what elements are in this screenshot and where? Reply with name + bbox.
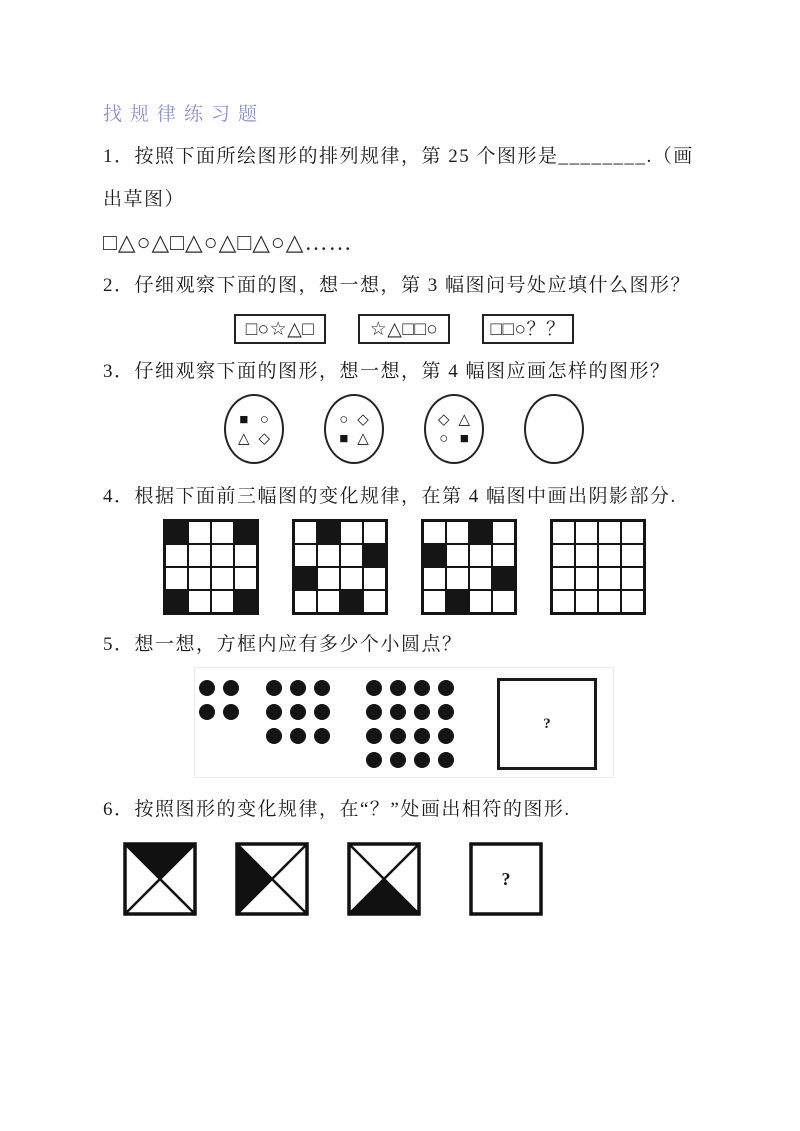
grid-cell — [423, 521, 446, 544]
grid-cell — [446, 544, 469, 567]
q6-square-top-filled — [123, 842, 197, 916]
q2-shape-boxes — [103, 314, 705, 344]
dot — [223, 704, 239, 720]
grid-cell — [423, 567, 446, 590]
q5-dot-group-2x2 — [199, 680, 239, 720]
grid-cell — [165, 544, 188, 567]
grid-cell — [598, 544, 621, 567]
grid-cell — [294, 544, 317, 567]
grid-cell — [340, 521, 363, 544]
grid-cell — [234, 544, 257, 567]
q4-grid-1 — [163, 519, 259, 615]
q6-square-question — [469, 842, 543, 916]
grid-cell — [469, 567, 492, 590]
grid-cell — [340, 544, 363, 567]
grid-cell — [211, 590, 234, 613]
q6-square-bottom-filled — [347, 842, 421, 916]
q2-shape-box-3: □□○？？ — [482, 314, 574, 344]
grid-cell — [446, 567, 469, 590]
grid-cell — [575, 567, 598, 590]
grid-cell — [340, 590, 363, 613]
grid-cell — [575, 590, 598, 613]
shape-glyph: ◇ — [437, 411, 450, 428]
dot — [414, 752, 430, 768]
grid-cell — [211, 544, 234, 567]
dot — [414, 680, 430, 696]
q6-square-left-filled — [235, 842, 309, 916]
q6-text: 6．按照图形的变化规律，在“？”处画出相符的图形. — [103, 799, 571, 820]
dot — [390, 680, 406, 696]
shape-glyph: △ — [458, 411, 471, 428]
dot — [390, 704, 406, 720]
q6-question-mark: ? — [501, 868, 511, 889]
dot — [314, 704, 330, 720]
q6-square-label — [347, 842, 421, 916]
grid-cell — [188, 521, 211, 544]
grid-cell — [492, 544, 515, 567]
dot — [266, 728, 282, 744]
q5-question-mark: ? — [543, 715, 551, 732]
dot — [390, 752, 406, 768]
q4-grid-3 — [421, 519, 517, 615]
q1-text-line1: 1．按照下面所绘图形的排列规律，第 25 个图形是________.（画 — [103, 146, 694, 167]
grid-cell — [340, 567, 363, 590]
grid-cell — [469, 590, 492, 613]
q1-text-line2: 出草图） — [103, 189, 186, 210]
grid-cell — [234, 567, 257, 590]
shape-glyph: ■ — [339, 430, 349, 447]
grid-cell — [317, 567, 340, 590]
dot — [290, 728, 306, 744]
grid-cell — [363, 521, 386, 544]
grid-cell — [469, 521, 492, 544]
q5-text: 5．想一想，方框内应有多少个小圆点？ — [103, 634, 463, 655]
grid-cell — [234, 590, 257, 613]
q1-shape-sequence: □△○△□△○△□△○△…… — [103, 230, 353, 255]
dot — [199, 704, 215, 720]
dot — [314, 680, 330, 696]
grid-cell — [552, 521, 575, 544]
q2-text: 2．仔细观察下面的图，想一想，第 3 幅图问号处应填什么图形？ — [103, 275, 692, 296]
shape-glyph: ○ — [259, 411, 269, 428]
shape-glyph: △ — [357, 430, 369, 447]
grid-cell — [552, 567, 575, 590]
dot — [366, 752, 382, 768]
grid-cell — [423, 590, 446, 613]
grid-cell — [294, 567, 317, 590]
grid-cell — [317, 544, 340, 567]
dot — [390, 728, 406, 744]
grid-cell — [446, 590, 469, 613]
q6-square-label — [235, 842, 309, 916]
grid-cell — [211, 567, 234, 590]
q6-square-label — [123, 842, 197, 916]
dot — [438, 752, 454, 768]
q4-grid-2 — [292, 519, 388, 615]
dot — [266, 680, 282, 696]
grid-cell — [598, 521, 621, 544]
q3-circle-shapes — [438, 412, 470, 447]
dot — [366, 728, 382, 744]
dot — [414, 704, 430, 720]
q5-dot-group-3x3 — [266, 680, 330, 744]
grid-cell — [165, 590, 188, 613]
grid-cell — [317, 521, 340, 544]
q3-circle-4-empty — [524, 394, 584, 464]
grid-cell — [598, 567, 621, 590]
grid-cell — [492, 567, 515, 590]
dot — [223, 680, 239, 696]
shape-glyph: ○ — [339, 411, 349, 428]
q3-circle-2 — [324, 394, 384, 464]
grid-cell — [211, 521, 234, 544]
grid-cell — [446, 521, 469, 544]
dot — [290, 704, 306, 720]
dot — [314, 728, 330, 744]
q6-squares — [103, 842, 705, 916]
grid-cell — [294, 521, 317, 544]
grid-cell — [575, 544, 598, 567]
q2-shape-box-1: □○☆△□ — [234, 314, 326, 344]
grid-cell — [492, 521, 515, 544]
dot — [266, 704, 282, 720]
q3-circle-shapes — [238, 412, 270, 447]
shape-glyph: ◇ — [258, 430, 271, 447]
dot — [290, 680, 306, 696]
q3-text: 3．仔细观察下面的图形，想一想，第 4 幅图应画怎样的图形？ — [103, 361, 671, 382]
grid-cell — [234, 521, 257, 544]
grid-cell — [552, 544, 575, 567]
grid-cell — [188, 567, 211, 590]
grid-cell — [188, 544, 211, 567]
dot — [366, 680, 382, 696]
grid-cell — [188, 590, 211, 613]
grid-cell — [469, 544, 492, 567]
grid-cell — [317, 590, 340, 613]
dot — [199, 680, 215, 696]
grid-cell — [165, 521, 188, 544]
q3-circle-3 — [424, 394, 484, 464]
grid-cell — [165, 567, 188, 590]
dot — [438, 728, 454, 744]
grid-cell — [363, 590, 386, 613]
q4-grids — [103, 519, 705, 615]
grid-cell — [621, 521, 644, 544]
q5-figure — [194, 667, 614, 778]
q5-dot-group-4x4 — [366, 680, 454, 768]
q4-grid-4-empty — [550, 519, 646, 615]
q2-shape-box-2: ☆△□□○ — [358, 314, 450, 344]
shape-glyph: ○ — [439, 430, 449, 447]
dot — [414, 728, 430, 744]
q3-circle-1 — [224, 394, 284, 464]
grid-cell — [423, 544, 446, 567]
q5-question-box — [497, 678, 597, 770]
shape-glyph: ◇ — [357, 411, 369, 428]
q3-circles — [103, 394, 705, 464]
grid-cell — [621, 590, 644, 613]
grid-cell — [363, 544, 386, 567]
shape-glyph: ■ — [239, 411, 249, 428]
grid-cell — [621, 544, 644, 567]
page-title: 找规律练习题 — [103, 104, 266, 125]
grid-cell — [552, 590, 575, 613]
grid-cell — [294, 590, 317, 613]
grid-cell — [363, 567, 386, 590]
dot — [438, 704, 454, 720]
q3-circle-shapes — [339, 412, 369, 447]
shape-glyph: ■ — [459, 430, 469, 447]
shape-glyph: △ — [237, 430, 250, 447]
dot — [438, 680, 454, 696]
grid-cell — [492, 590, 515, 613]
grid-cell — [575, 521, 598, 544]
dot — [366, 704, 382, 720]
grid-cell — [598, 590, 621, 613]
q4-text: 4．根据下面前三幅图的变化规律，在第 4 幅图中画出阴影部分. — [103, 486, 677, 507]
grid-cell — [621, 567, 644, 590]
